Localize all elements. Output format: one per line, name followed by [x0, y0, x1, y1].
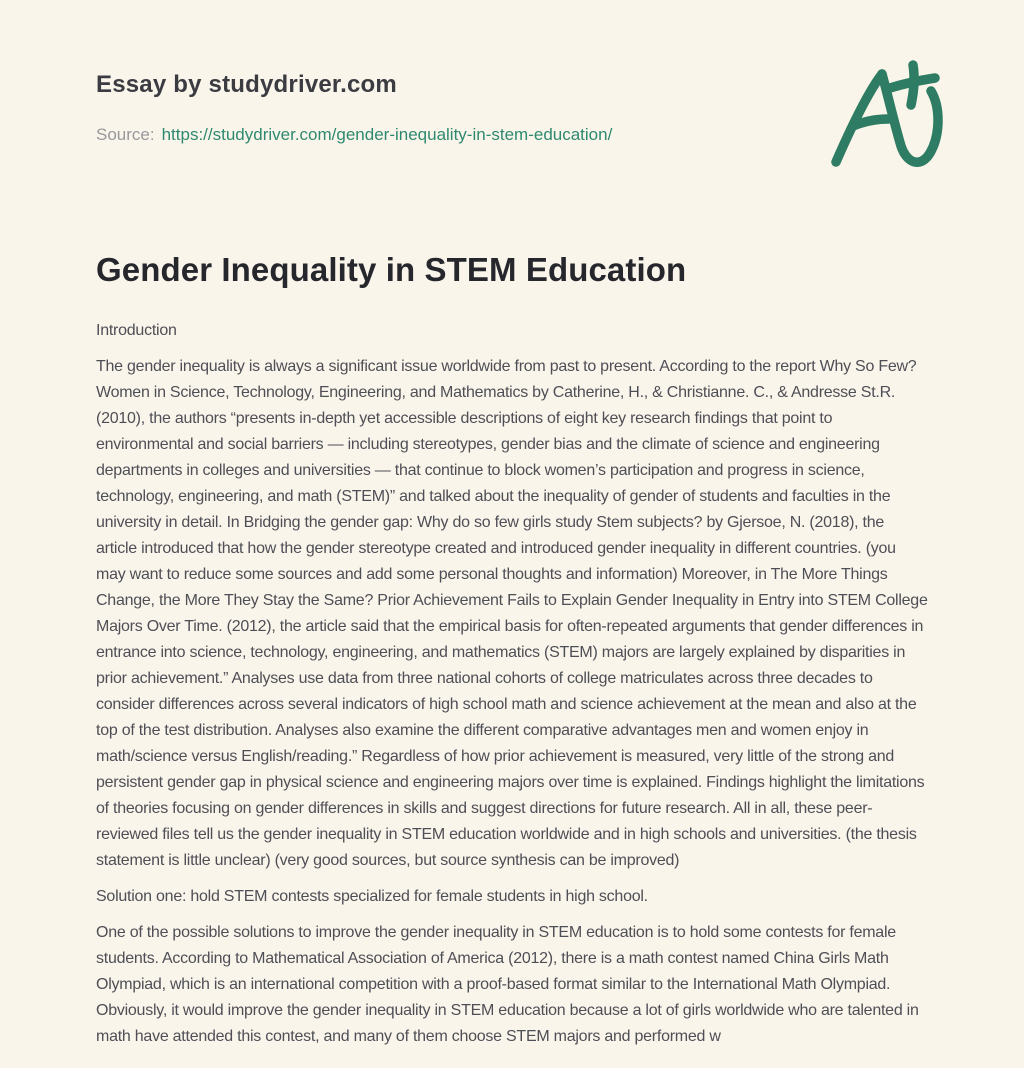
essay-byline: Essay by studydriver.com: [96, 71, 397, 98]
solution-one-paragraph: One of the possible solutions to improve the gender inequality in STEM education is to hold some contests for female students. According to Mathematical Association of America (2012), there is a math contest named China Girls Math Olympiad, which is an international competition with a proof-based format similar to the International Math Olympiad. Obviously, it would improve the gender inequality in STEM education because a lot of girls worldwide who are talented in math have attended this contest, and many of them choose STEM majors and performed w: [96, 924, 919, 1045]
introduction-paragraph: The gender inequality is always a significant issue worldwide from past to present. According to the report Why So Few? Women in Science, Technology, Engineering, and Mathematics by Catherine, H., & Christianne. C., & Andresse St.R.(2010), the authors “presents in-depth yet accessible descriptions of eight key research findings that point to environmental and social barriers — including stereotypes, gender bias and the climate of science and engineering departments in colleges and universities — that continue to block women’s participation and progress in science, technology, engineering, and math (STEM)” and talked about the inequality of gender of students and faculties in the university in detail. In Bridging the gender gap: Why do so few girls study Stem subjects? by Gjersoe, N. (2018), the article introduced that how the gender stereotype created and introduced gender inequality in different countries. (you may want to reduce some sources and add some personal thoughts and information) Moreover, in The More Things Change, the More They Stay the Same? Prior Achievement Fails to Explain Gender Inequality in Entry into STEM College Majors Over Time. (2012), the article said that the empirical basis for often-repeated arguments that gender differences in entrance into science, technology, engineering, and mathematics (STEM) majors are largely explained by disparities in prior achievement.” Analyses use data from three national cohorts of college matriculates across three decades to consider differences across several indicators of high school math and science achievement at the mean and also at the top of the test distribution. Analyses also examine the different comparative advantages men and women enjoy in math/science versus English/reading.” Regardless of how prior achievement is measured, very little of the strong and persistent gender gap in physical science and engineering majors over time is explained. Findings highlight the limitations of theories focusing on gender differences in skills and suggest directions for future research. All in all, these peer-reviewed files tell us the gender inequality in STEM education worldwide and in high schools and universities. (the thesis statement is little unclear) (very good sources, but source synthesis can be improved): [96, 358, 928, 869]
source-link[interactable]: https://studydriver.com/gender-inequality-in-stem-education/: [161, 125, 613, 144]
introduction-heading: Introduction: [96, 322, 177, 339]
essay-title: Gender Inequality in STEM Education: [96, 251, 687, 288]
source-label: Source:: [96, 125, 155, 144]
page-header: [96, 70, 928, 146]
a-plus-logo-icon: [822, 58, 980, 186]
essay-body: [96, 250, 928, 1050]
solution-one-heading: Solution one: hold STEM contests specialized for female students in high school.: [96, 888, 648, 905]
source-line: [96, 124, 928, 146]
